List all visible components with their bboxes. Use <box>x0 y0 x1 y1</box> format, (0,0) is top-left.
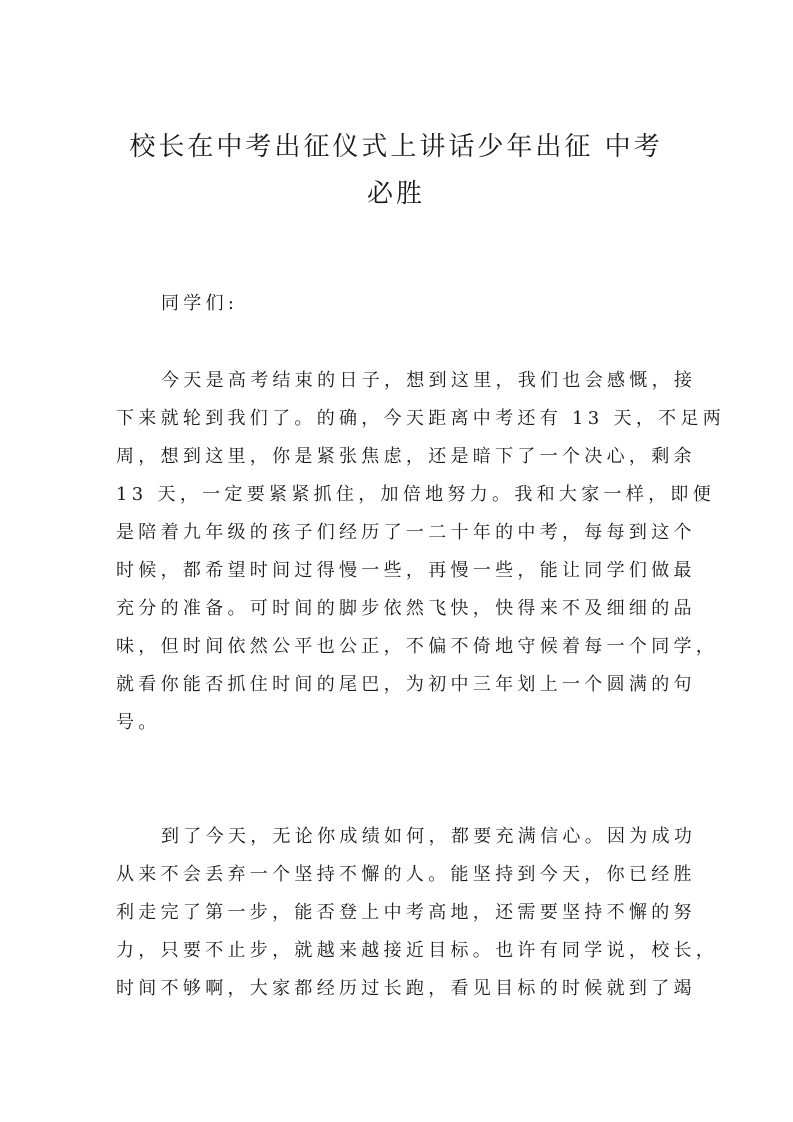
paragraph-line: 周，想到这里，你是紧张焦虑，还是暗下了一个决心，剩余 <box>116 446 696 467</box>
paragraph-line: 从来不会丢弃一个坚持不懈的人。能坚持到今天，你已经胜 <box>116 864 696 885</box>
paragraph-line: 今天是高考结束的日子，想到这里，我们也会感慨，接 <box>161 370 697 391</box>
paragraph-line: 时候，都希望时间过得慢一些，再慢一些，能让同学们做最 <box>116 560 696 581</box>
paragraph-line: 下来就轮到我们了。的确，今天距离中考还有 13 天，不足两 <box>116 408 726 429</box>
title-line-2: 必胜 <box>366 179 425 209</box>
paragraph-line: 力，只要不止步，就越来越接近目标。也许有同学说，校长， <box>116 940 719 961</box>
paragraph-line: 到了今天，无论你成绩如何，都要充满信心。因为成功 <box>161 826 697 847</box>
paragraph-line: 充分的准备。可时间的脚步依然飞快，快得来不及细细的品 <box>116 598 696 619</box>
salutation: 同学们: <box>161 293 239 314</box>
paragraph-line: 味，但时间依然公平也公正，不偏不倚地守候着每一个同学， <box>116 636 719 657</box>
paragraph-2 <box>116 818 719 1008</box>
paragraph-line: 13 天，一定要紧紧抓住，加倍地努力。我和大家一样，即便 <box>116 484 716 505</box>
paragraph-line: 时间不够啊，大家都经历过长跑，看见目标的时候就到了竭 <box>116 978 696 999</box>
paragraph-line: 号。 <box>116 712 161 733</box>
paragraph-line: 是陪着九年级的孩子们经历了一二十年的中考，每每到这个 <box>116 522 696 543</box>
paragraph-line: 就看你能否抓住时间的尾巴，为初中三年划上一个圆满的句 <box>116 674 696 695</box>
title-line-1: 校长在中考出征仪式上讲话少年出征 中考 <box>129 132 663 162</box>
paragraph-line: 利走完了第一步，能否登上中考高地，还需要坚持不懈的努 <box>116 902 696 923</box>
paragraph-1 <box>116 362 726 742</box>
document-title <box>116 124 676 218</box>
